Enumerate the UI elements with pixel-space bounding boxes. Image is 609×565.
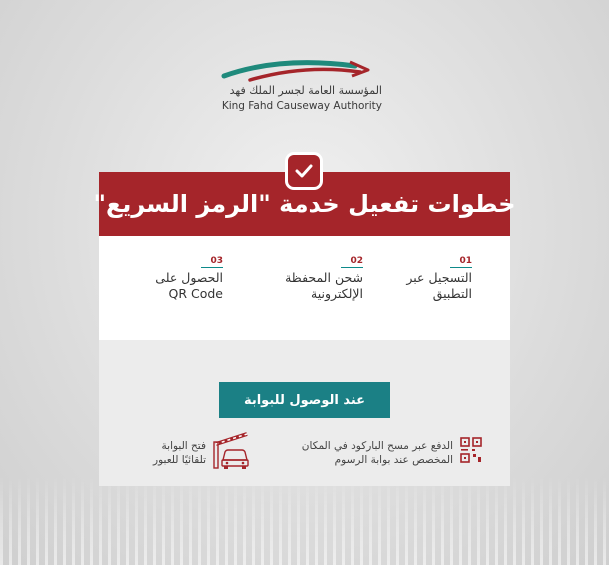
logo-arabic-name: المؤسسة العامة لجسر الملك فهد [229,84,382,97]
step-3 [155,256,223,302]
car-gate-icon [213,430,251,474]
step-text-line1: التسجيل عبر [406,270,472,285]
step-text-line1: الحصول على [155,270,223,285]
causeway-logo-icon [220,56,390,86]
qr-code-icon [460,437,482,467]
step-2 [285,256,363,302]
step-number: 01 [450,256,472,268]
step-1 [406,256,472,302]
payment-info-line2: المخصص عند بوابة الرسوم [334,454,453,466]
step-number: 02 [341,256,363,268]
gate-info-line2: تلقائيًا للعبور [153,454,206,466]
instructions-card [93,172,516,486]
step-text-line2: التطبيق [432,286,472,301]
payment-info-line1: الدفع عبر مسح الباركود في المكان [301,440,453,452]
decorative-stripes [0,475,609,565]
step-text-line1: شحن المحفظة [285,270,363,285]
step-text-line2: الإلكترونية [311,286,363,301]
check-icon [288,155,320,187]
page-title: خطوات تفعيل خدمة "الرمز السريع" [93,190,516,218]
step-text-line2: QR Code [168,286,223,301]
logo-english-name: King Fahd Causeway Authority [221,100,382,112]
step-number: 03 [201,256,223,268]
logo [220,56,390,122]
gate-info-line1: فتح البوابة [161,440,206,452]
arrival-at-gate-button[interactable]: عند الوصول للبوابة [219,382,390,418]
gate-info [153,439,206,467]
payment-info [302,439,453,467]
